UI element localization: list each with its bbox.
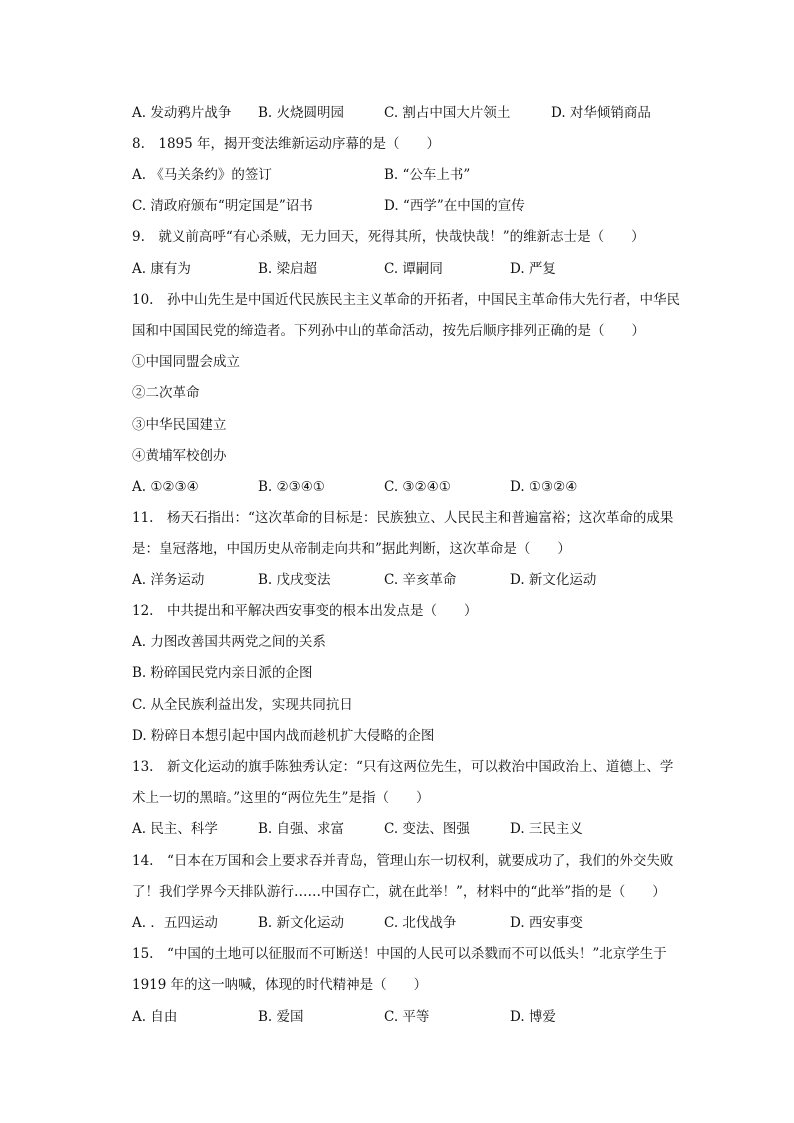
q11-option-d: D. 新文化运动 [510, 572, 597, 588]
q15-option-d: D. 博爱 [510, 1009, 556, 1025]
q12-stem: 12. 中共提出和平解决西安事变的根本出发点是（ ） [132, 603, 478, 619]
q11-option-c: C. 辛亥革命 [384, 572, 457, 588]
q7-option-d: D. 对华倾销商品 [551, 105, 651, 121]
q9-option-c: C. 谭嗣同 [384, 261, 443, 277]
q13-option-c: C. 变法、图强 [384, 821, 470, 837]
q12-option-a: A. 力图改善国共两党之间的关系 [132, 634, 326, 650]
q15-stem-line1: 15. “中国的土地可以征服而不可断送！中国的人民可以杀戮而不可以低头！”北京学生于 [132, 946, 667, 962]
q13-option-d: D. 三民主义 [510, 821, 583, 837]
q11-option-b: B. 戊戌变法 [258, 572, 331, 588]
q15-option-b: B. 爱国 [258, 1009, 304, 1025]
q14-option-c: C. 北伐战争 [384, 915, 457, 931]
q11-stem-line1: 11. 杨天石指出：“这次革命的目标是：民族独立、人民民主和普遍富裕；这次革命的成果 [132, 510, 674, 526]
q9-stem: 9. 就义前高呼“有心杀贼，无力回天，死得其所，快哉快哉！”的维新志士是（ ） [132, 229, 645, 245]
q7-option-a: A. 发动鸦片战争 [132, 105, 232, 121]
q13-option-a: A. 民主、科学 [132, 821, 218, 837]
q14-option-b: B. 新文化运动 [258, 915, 345, 931]
q10-option-d: D. ①③②④ [510, 479, 578, 495]
q15-option-c: C. 平等 [384, 1009, 430, 1025]
q9-option-b: B. 梁启超 [258, 261, 318, 277]
q10-stem-line2: 国和中国国民党的缔造者。下列孙中山的革命活动，按先后顺序排列正确的是（ ） [132, 323, 645, 339]
q8-stem: 8. 1895 年，揭开变法维新运动序幕的是（ ） [132, 136, 441, 152]
q10-item-1: ①中国同盟会成立 [132, 354, 240, 370]
q14-stem-line2: 了！我们学界今天排队游行……中国存亡，就在此举！”，材料中的“此举”指的是（ ） [132, 884, 666, 900]
q11-option-a: A. 洋务运动 [132, 572, 205, 588]
q14-stem-line1: 14. “日本在万国和会上要求吞并青岛，管理山东一切权利，就要成功了，我们的外交失败 [132, 853, 674, 869]
q14-option-a: A. ．五四运动 [132, 915, 218, 931]
q13-option-b: B. 自强、求富 [258, 821, 345, 837]
q12-option-b: B. 粉碎国民党内亲日派的企图 [132, 665, 313, 681]
q12-option-c: C. 从全民族利益出发，实现共同抗日 [132, 697, 353, 713]
q7-option-b: B. 火烧圆明园 [258, 105, 345, 121]
q8-option-b: B. “公车上书” [384, 167, 471, 183]
q10-option-b: B. ②③④① [258, 479, 325, 495]
q7-option-c: C. 割占中国大片领土 [384, 105, 511, 121]
q15-stem-line2: 1919 年的这一呐喊，体现的时代精神是（ ） [132, 977, 428, 993]
q15-option-a: A. 自由 [132, 1009, 178, 1025]
q8-option-a: A. 《马关条约》的签订 [132, 167, 272, 183]
q13-stem-line2: 术上一切的黑暗。”这里的“两位先生”是指（ ） [132, 790, 430, 806]
q10-item-3: ③中华民国建立 [132, 417, 227, 433]
q10-item-4: ④黄埔军校创办 [132, 448, 227, 464]
q8-option-c: C. 清政府颁布“明定国是”诏书 [132, 198, 313, 214]
q10-item-2: ②二次革命 [132, 385, 200, 401]
q14-option-d: D. 西安事变 [510, 915, 583, 931]
q9-option-d: D. 严复 [510, 261, 556, 277]
q8-option-d: D. “西学”在中国的宣传 [384, 198, 525, 214]
q10-option-c: C. ③②④① [384, 479, 451, 495]
q10-stem-line1: 10. 孙中山先生是中国近代民族民主主义革命的开拓者，中国民主革命伟大先行者，中华民 [132, 292, 680, 308]
q13-stem-line1: 13. 新文化运动的旗手陈独秀认定：“只有这两位先生，可以救治中国政治上、道德上、学 [132, 759, 674, 775]
q12-option-d: D. 粉碎日本想引起中国内战而趁机扩大侵略的企图 [132, 728, 435, 744]
q9-option-a: A. 康有为 [132, 261, 191, 277]
q11-stem-line2: 是：皇冠落地，中国历史从帝制走向共和”据此判断，这次革命是（ ） [132, 541, 571, 557]
q10-option-a: A. ①②③④ [132, 479, 199, 495]
